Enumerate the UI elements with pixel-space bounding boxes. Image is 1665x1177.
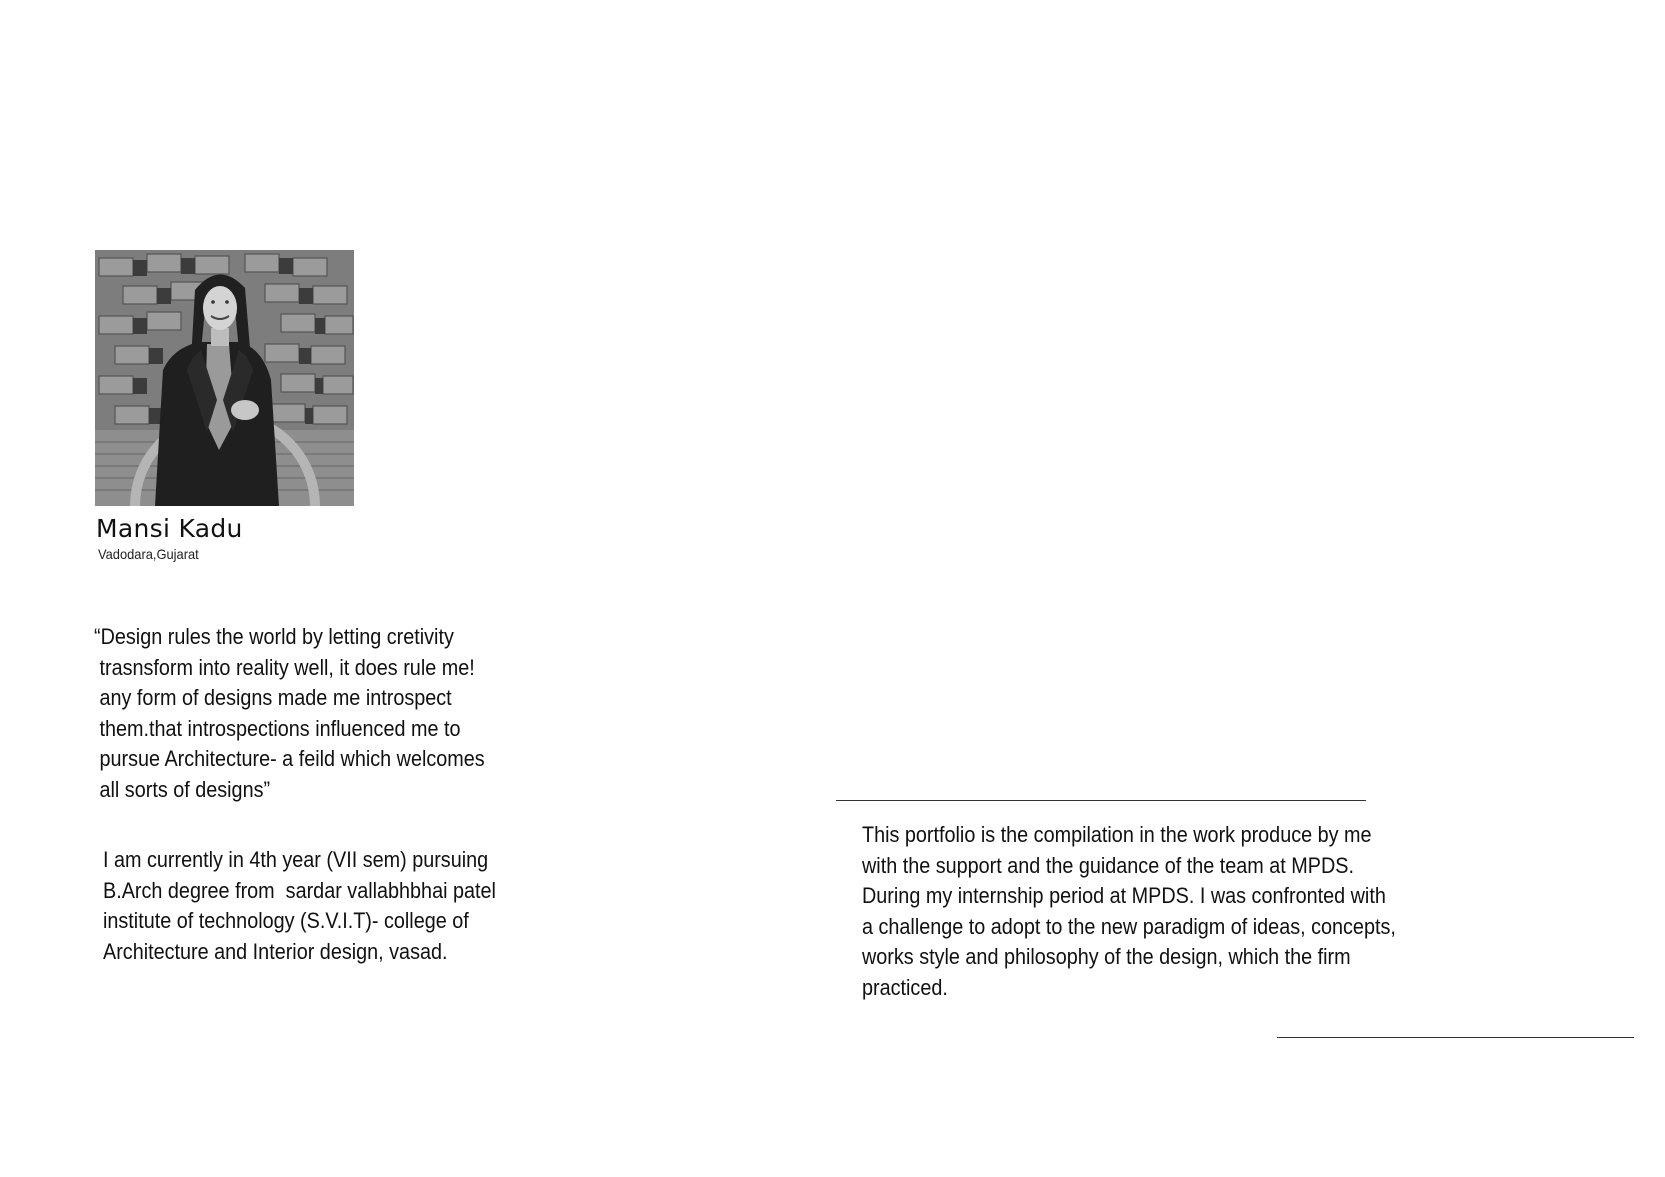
divider-top <box>836 800 1366 801</box>
portfolio-note-line: practiced. <box>862 974 948 1000</box>
bio-line: I am currently in 4th year (VII sem) pursuing <box>103 847 489 872</box>
profile-photo <box>95 250 354 506</box>
portfolio-note-line: works style and philosophy of the design, which the firm <box>862 944 1351 969</box>
profile-location: Vadodara,Gujarat <box>98 546 199 562</box>
profile-photo-illustration <box>95 250 354 506</box>
portfolio-note-line: This portfolio is the compilation in the work produce by me <box>862 822 1372 847</box>
bio-line: Architecture and Interior design, vasad. <box>103 938 448 964</box>
quote-line: all sorts of designs” <box>94 776 271 802</box>
portfolio-note-line: a challenge to adopt to the new paradigm of ideas, concepts, <box>862 913 1396 939</box>
bio-line: B.Arch degree from sardar vallabhbhai patel <box>103 877 496 903</box>
quote-line: “Design rules the world by letting cretivity <box>94 624 454 649</box>
quote-line: trasnsform into reality well, it does rule me! <box>94 654 475 680</box>
portfolio-note <box>862 820 1396 1003</box>
portfolio-note-line: During my internship period at MPDS. I was confronted with <box>862 883 1386 908</box>
design-quote <box>94 622 485 805</box>
bio-line: institute of technology (S.V.I.T)- college of <box>103 908 469 933</box>
profile-name: Mansi Kadu <box>96 514 243 543</box>
quote-line: them.that introspections influenced me to <box>94 715 461 741</box>
quote-line: pursue Architecture- a feild which welcomes <box>94 746 485 771</box>
portfolio-note-line: with the support and the guidance of the team at MPDS. <box>862 852 1355 878</box>
quote-line: any form of designs made me introspect <box>94 685 452 710</box>
bio-paragraph <box>103 845 496 967</box>
divider-bottom <box>1277 1037 1634 1038</box>
